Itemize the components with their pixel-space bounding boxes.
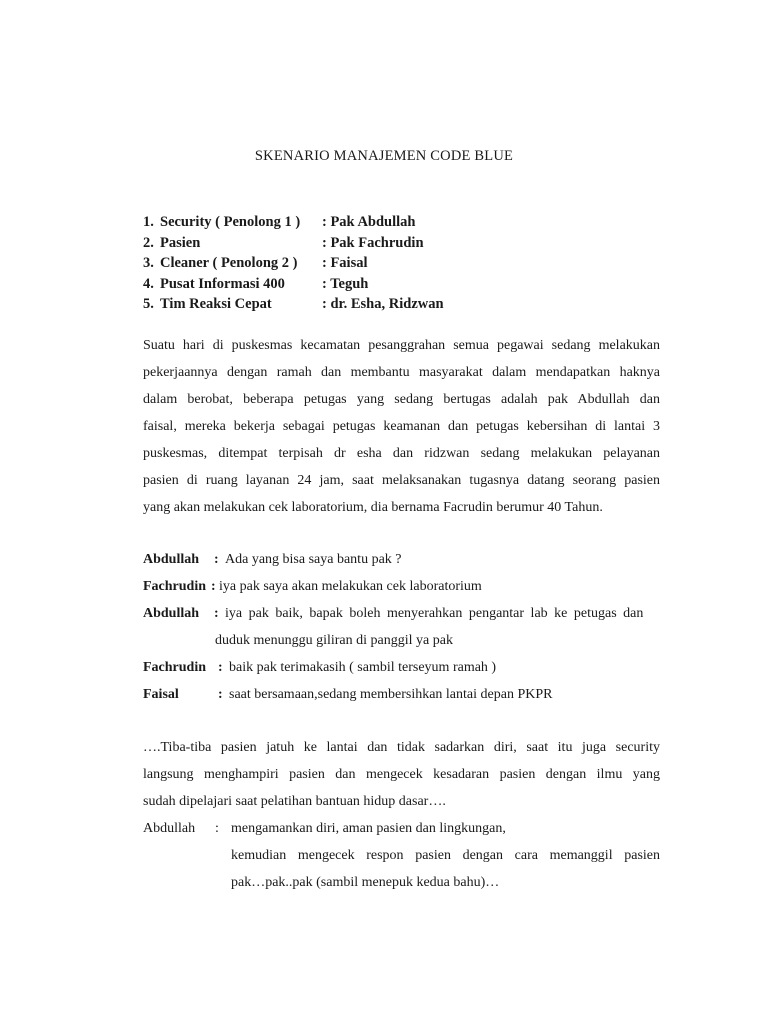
dialogue-text: baik pak terimakasih ( sambil terseyum ramah ): [229, 660, 497, 675]
paragraph-line: puskesmas, ditempat terpisah dr esha dan ridzwan sedang melakukan pelayanan: [143, 446, 660, 461]
action-text: pak…pak..pak (sambil menepuk kedua bahu)…: [231, 875, 500, 890]
event-paragraph: [143, 734, 660, 815]
cast-item: [143, 212, 643, 233]
speaker-name: Abdullah: [143, 552, 200, 567]
cast-role: Cleaner ( Penolong 2 ): [160, 255, 298, 271]
cast-item: [143, 253, 643, 274]
dialogue-line: [143, 600, 663, 627]
cast-actor: : Teguh: [322, 275, 369, 292]
dialogue-separator: :: [215, 821, 219, 836]
paragraph-line: Suatu hari di puskesmas kecamatan pesanggrahan semua pegawai sedang melakukan: [143, 338, 660, 353]
dialogue-line: [143, 681, 663, 708]
page-title: SKENARIO MANAJEMEN CODE BLUE: [254, 148, 514, 164]
speaker-name: Abdullah: [143, 821, 196, 836]
speaker-name: Abdullah: [143, 606, 200, 621]
action-line: [143, 815, 663, 842]
dialogue-line: [143, 627, 663, 654]
dialogue-line: [143, 573, 663, 600]
dialogue-separator: :: [218, 660, 223, 675]
dialogue-text: iya pak saya akan melakukan cek laboratorium: [219, 579, 482, 594]
action-text: mengamankan diri, aman pasien dan lingkungan,: [231, 821, 506, 836]
cast-actor: : Pak Abdullah: [322, 214, 416, 230]
dialogue-line: [143, 654, 663, 681]
cast-number: 1.: [143, 214, 154, 230]
cast-role: Pasien: [160, 234, 201, 251]
action-line: [143, 869, 663, 896]
cast-number: 2.: [143, 234, 154, 251]
paragraph-line: ….Tiba-tiba pasien jatuh ke lantai dan tidak sadarkan diri, saat itu juga security: [143, 740, 660, 755]
dialogue-section: [143, 546, 663, 708]
speaker-name: Faisal: [143, 687, 179, 702]
cast-item: [143, 274, 643, 295]
dialogue-line: [143, 546, 663, 573]
paragraph-line: pasien di ruang layanan 24 jam, saat melaksanakan tugasnya datang seorang pasien: [143, 473, 660, 488]
cast-actor: : dr. Esha, Ridzwan: [322, 296, 444, 312]
action-text: kemudian mengecek respon pasien dengan cara memanggil pasien: [231, 848, 660, 863]
cast-number: 4.: [143, 275, 154, 292]
intro-paragraph: [143, 332, 660, 521]
dialogue-separator: :: [211, 579, 216, 594]
dialogue-text: saat bersamaan,sedang membersihkan lantai depan PKPR: [229, 687, 553, 702]
cast-actor: : Faisal: [322, 255, 368, 271]
dialogue-text: Ada yang bisa saya bantu pak ?: [225, 552, 402, 567]
paragraph-line: yang akan melakukan cek laboratorium, dia bernama Facrudin berumur 40 Tahun.: [143, 500, 603, 515]
cast-list: [143, 212, 643, 315]
cast-number: 3.: [143, 255, 154, 271]
speaker-name: Fachrudin: [143, 660, 207, 675]
speaker-name: Fachrudin: [143, 579, 207, 594]
paragraph-line: faisal, mereka bekerja sebagai petugas keamanan dan petugas kebersihan di lantai 3: [143, 419, 660, 434]
cast-role: Tim Reaksi Cepat: [160, 296, 272, 312]
dialogue-text: iya pak baik, bapak boleh menyerahkan pengantar lab ke petugas dan: [225, 606, 644, 621]
cast-item: [143, 233, 643, 254]
dialogue-separator: :: [214, 606, 219, 621]
cast-item: [143, 294, 643, 315]
action-line: [143, 842, 663, 869]
dialogue-separator: :: [214, 552, 219, 567]
cast-number: 5.: [143, 296, 154, 312]
dialogue-continuation: duduk menunggu giliran di panggil ya pak: [215, 633, 453, 648]
cast-actor: : Pak Fachrudin: [322, 234, 424, 251]
paragraph-line: pekerjaannya dengan ramah dan membantu masyarakat dalam mendapatkan haknya: [143, 365, 660, 380]
paragraph-line: sudah dipelajari saat pelatihan bantuan hidup dasar….: [143, 794, 446, 809]
paragraph-line: dalam berobat, beberapa petugas yang sedang bertugas adalah pak Abdullah dan: [143, 392, 660, 407]
action-section: [143, 815, 663, 896]
cast-role: Security ( Penolong 1 ): [160, 214, 301, 230]
dialogue-separator: :: [218, 687, 223, 702]
cast-role: Pusat Informasi 400: [160, 275, 285, 292]
paragraph-line: langsung menghampiri pasien dan mengecek kesadaran pasien dengan ilmu yang: [143, 767, 660, 782]
